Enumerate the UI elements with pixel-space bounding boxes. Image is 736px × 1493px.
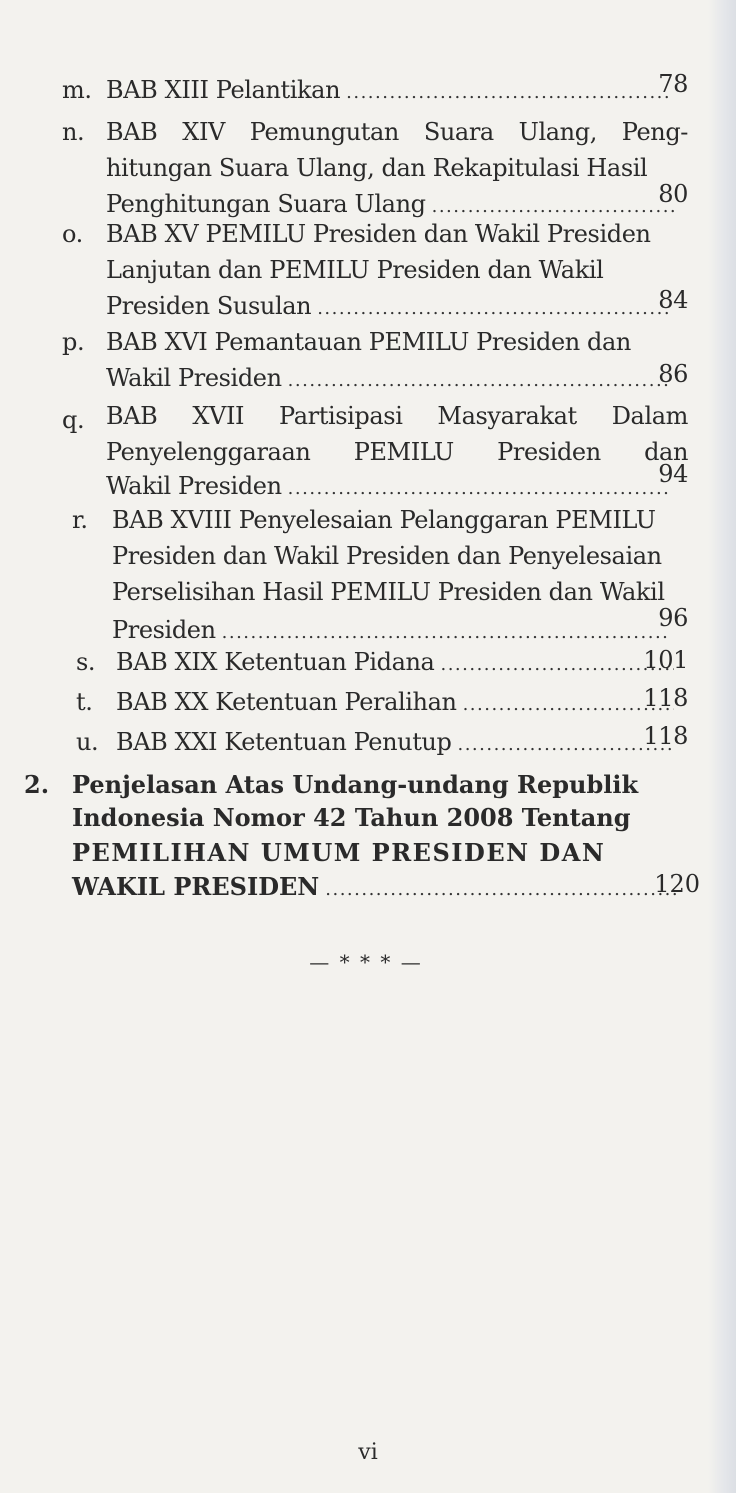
leader-dots xyxy=(346,75,671,111)
toc-entry-p xyxy=(62,324,688,396)
leader-dots xyxy=(457,727,674,763)
entry-letter: o. xyxy=(62,220,83,248)
section-line: WAKIL PRESIDEN xyxy=(72,872,320,901)
leader-dots xyxy=(317,291,670,327)
entry-letter: u. xyxy=(76,728,99,756)
toc-entry-m xyxy=(62,72,688,108)
page-number: 101 xyxy=(643,646,688,674)
section-line: Indonesia Nomor 42 Tahun 2008 Tentang xyxy=(72,803,631,832)
entry-line: BAB XXI Ketentuan Penutup xyxy=(116,728,452,756)
toc-section-2 xyxy=(24,768,700,908)
page-number: 118 xyxy=(643,684,688,712)
entry-line: Lanjutan dan PEMILU Presiden dan Wakil xyxy=(106,256,604,284)
page-number: 120 xyxy=(654,870,700,898)
entry-line: Wakil Presiden xyxy=(106,472,282,500)
leader-dots xyxy=(440,647,673,683)
section-line: Penjelasan Atas Undang-undang Republik xyxy=(72,770,639,799)
entry-line: Wakil Presiden xyxy=(106,364,282,392)
toc-entry-u xyxy=(62,724,688,760)
entry-line: BAB XVII Partisipasi Masyarakat Dalam xyxy=(106,402,688,430)
entry-letter: q. xyxy=(62,406,85,434)
entry-line: BAB XIII Pelantikan xyxy=(106,76,341,104)
page-number: 80 xyxy=(658,180,688,208)
entry-letter: t. xyxy=(76,688,93,716)
leader-dots xyxy=(288,363,670,399)
entry-line: BAB XIX Ketentuan Pidana xyxy=(116,648,435,676)
entry-line: BAB XV PEMILU Presiden dan Wakil Presiden xyxy=(106,220,651,248)
entry-line: Penyelenggaraan PEMILU Presiden dan xyxy=(106,438,688,466)
entry-letter: n. xyxy=(62,118,85,146)
entry-letter: p. xyxy=(62,328,85,356)
entry-letter: m. xyxy=(62,76,92,104)
entry-letter: r. xyxy=(72,506,88,534)
entry-line: Presiden Susulan xyxy=(106,292,312,320)
entry-line: hitungan Suara Ulang, dan Rekapitulasi Hasil xyxy=(106,154,648,182)
entry-line: BAB XVI Pemantauan PEMILU Presiden dan xyxy=(106,328,631,356)
section-line: PEMILIHAN UMUM PRESIDEN DAN xyxy=(72,838,606,867)
entry-line: Presiden xyxy=(112,616,216,644)
page-number: 96 xyxy=(658,604,688,632)
page-number: 84 xyxy=(658,286,688,314)
toc-entry-o xyxy=(62,216,688,324)
toc-entry-n xyxy=(62,114,688,222)
toc-entry-t xyxy=(62,684,688,720)
entry-line: Perselisihan Hasil PEMILU Presiden dan Wakil xyxy=(112,578,665,606)
entry-line: BAB XX Ketentuan Peralihan xyxy=(116,688,457,716)
entry-letter: s. xyxy=(76,648,96,676)
entry-line: BAB XIV Pemungutan Suara Ulang, Peng- xyxy=(106,118,688,146)
footer-page-number: vi xyxy=(358,1440,378,1465)
page-number: 94 xyxy=(658,460,688,488)
leader-dots xyxy=(325,873,679,906)
entry-line: BAB XVIII Penyelesaian Pelanggaran PEMILU xyxy=(112,506,656,534)
page-number: 118 xyxy=(643,722,688,750)
page-number: 86 xyxy=(658,360,688,388)
section-number: 2. xyxy=(24,770,50,799)
toc-entry-s xyxy=(62,644,688,680)
toc-entry-q xyxy=(62,396,688,504)
page-number: 78 xyxy=(658,70,688,98)
page-edge xyxy=(708,0,736,1493)
entry-line: Presiden dan Wakil Presiden dan Penyelesaian xyxy=(112,542,662,570)
separator-ornament: — * * * — xyxy=(309,950,423,974)
entry-line: Penghitungan Suara Ulang xyxy=(106,190,426,218)
toc-entry-r xyxy=(62,502,688,646)
